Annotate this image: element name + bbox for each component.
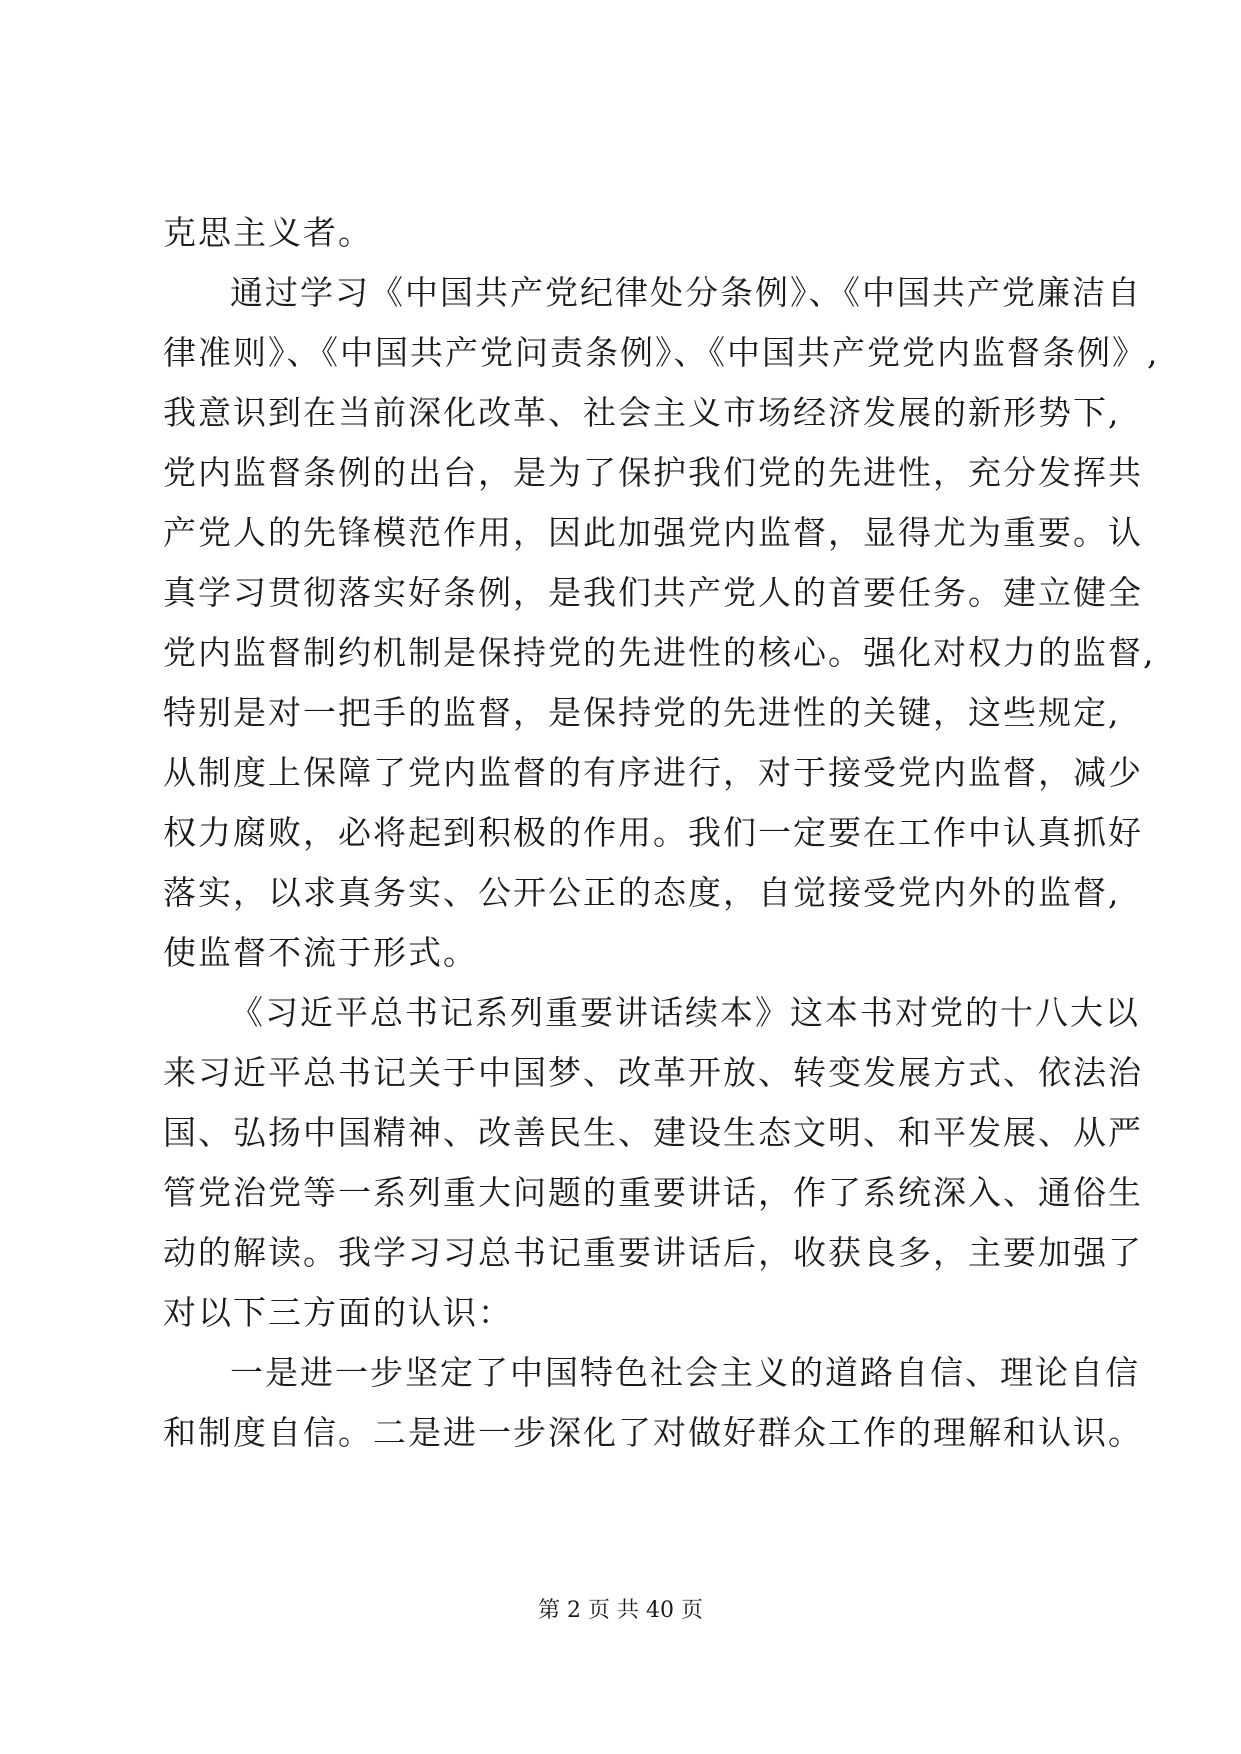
text-line: 产党人的先锋模范作用，因此加强党内监督，显得尤为重要。认 [163,513,1143,552]
page-number-footer: 第 2 页 共 40 页 [538,1598,703,1623]
text-line: 通过学习《中国共产党纪律处分条例》、《中国共产党廉洁自 [230,273,1142,312]
text-line: 权力腐败，必将起到积极的作用。我们一定要在工作中认真抓好 [163,813,1143,852]
text-line: 党内监督条例的出台，是为了保护我们党的先进性，充分发挥共 [163,453,1143,492]
text-line: 《习近平总书记系列重要讲话续本》这本书对党的十八大以 [230,993,1140,1032]
text-line: 动的解读。我学习习总书记重要讲话后，收获良多，主要加强了 [163,1233,1143,1272]
text-line: 一是进一步坚定了中国特色社会主义的道路自信、理论自信 [230,1353,1140,1392]
text-line: 落实，以求真务实、公开公正的态度，自觉接受党内外的监督, [163,873,1121,912]
text-line: 我意识到在当前深化改革、社会主义市场经济发展的新形势下, [163,393,1121,432]
text-line: 来习近平总书记关于中国梦、改革开放、转变发展方式、依法治 [163,1053,1143,1092]
text-line: 克思主义者。 [163,213,373,252]
text-line: 使监督不流于形式。 [163,933,478,972]
text-line: 和制度自信。二是进一步深化了对做好群众工作的理解和认识。 [163,1413,1143,1452]
text-line: 真学习贯彻落实好条例，是我们共产党人的首要任务。建立健全 [163,573,1143,612]
text-line: 党内监督制约机制是保持党的先进性的核心。强化对权力的监督, [163,633,1156,672]
text-line: 特别是对一把手的监督，是保持党的先进性的关键，这些规定, [163,693,1121,732]
text-line: 律准则》、《中国共产党问责条例》、《中国共产党党内监督条例》, [163,333,1160,372]
text-line: 管党治党等一系列重大问题的重要讲话，作了系统深入、通俗生 [163,1173,1143,1212]
text-line: 从制度上保障了党内监督的有序进行，对于接受党内监督，减少 [163,753,1143,792]
text-line: 国、弘扬中国精神、改善民生、建设生态文明、和平发展、从严 [163,1113,1143,1152]
text-line: 对以下三方面的认识： [163,1293,513,1332]
